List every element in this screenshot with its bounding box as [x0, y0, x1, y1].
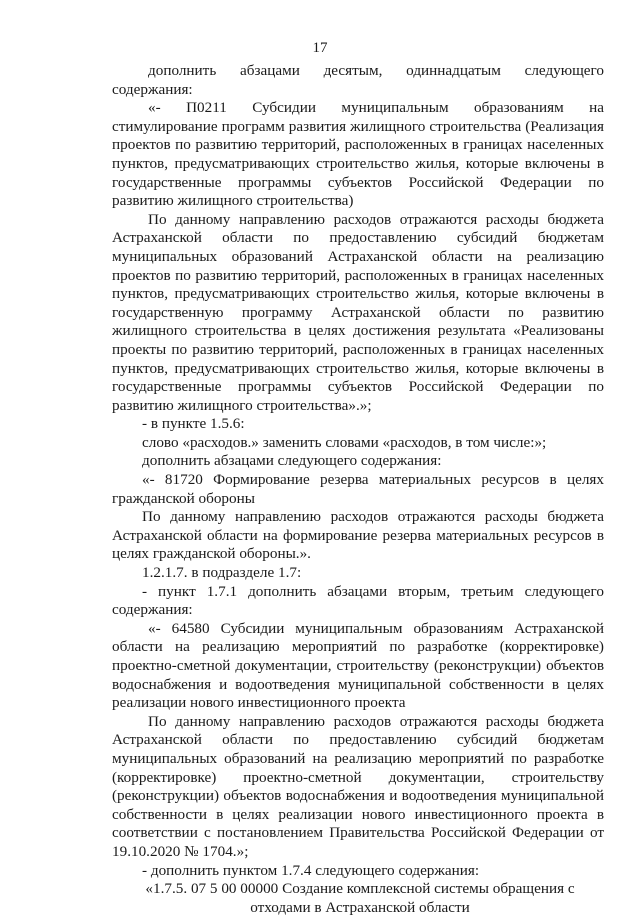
paragraph-8: По данному направлению расходов отражаются расходы бюджета Астраханской области на формирование резерва материальных ресурсов в целях гражданской обороны.».	[112, 508, 604, 563]
paragraph-3: По данному направлению расходов отражаются расходы бюджета Астраханской области по предоставлению субсидий бюджетам муниципальных образований Астраханской области на реализацию проектов по развитию территорий, расположенных в границах населенных пунктов, предусматривающих строительство жилья, которые включены в государственную программу Астраханской области по развитию жилищного строительства в целях достижения результата «Реализованы проекты по развитию территорий, расположенных в границах населенных пунктов, предусматривающих строительство жилья, которые включены в государственные программы субъектов Российской Федерации по развитию жилищного строительства».»;	[112, 210, 604, 414]
paragraph-2: «- П0211 Субсидии муниципальным образованиям на стимулирование программ развития жилищного строительства (Реализация проектов по развитию территорий, расположенных в границах населенных пунктов, предусматривающих строительство жилья, которые включены в государственные программы субъектов Российской Федерации по развитию жилищного строительства)	[112, 99, 604, 210]
paragraph-10: - пункт 1.7.1 дополнить абзацами вторым, третьим следующего содержания:	[112, 582, 604, 619]
paragraph-7: «- 81720 Формирование резерва материальных ресурсов в целях гражданской обороны	[112, 471, 604, 507]
section-heading: «1.7.5. 07 5 00 00000 Создание комплексной системы обращения с отходами в Астраханской области	[145, 880, 575, 916]
paragraph-13: - дополнить пунктом 1.7.4 следующего содержания:	[142, 861, 480, 879]
paragraph-9: 1.2.1.7. в подразделе 1.7:	[142, 564, 302, 582]
paragraph-12: По данному направлению расходов отражаются расходы бюджета Астраханской области по предоставлению субсидий бюджетам муниципальных образований на реализацию мероприятий по разработке (корректировке) проектно-сметной документации, строительству (реконструкции) объектов водоснабжения и водоотведения муниципальной собственности в целях реализации нового инвестиционного проекта в соответствии с постановлением Правительства Российской Федерации от 19.10.2020 № 1704.»;	[112, 712, 604, 860]
page-number: 17	[312, 40, 328, 56]
paragraph-6: дополнить абзацами следующего содержания:	[142, 452, 442, 470]
paragraph-4: - в пункте 1.5.6:	[142, 415, 245, 433]
paragraph-11: «- 64580 Субсидии муниципальным образованиям Астраханской области на реализацию мероприятий по разработке (корректировке) проектно-сметной документации, строительству (реконструкции) объектов водоснабжения и водоотведения муниципальной собственности в целях реализации нового инвестиционного проекта	[112, 619, 604, 712]
paragraph-5: слово «расходов.» заменить словами «расходов, в том числе:»;	[142, 433, 547, 451]
document-body	[112, 62, 604, 917]
paragraph-1: дополнить абзацами десятым, одиннадцатым следующего содержания:	[112, 62, 604, 98]
